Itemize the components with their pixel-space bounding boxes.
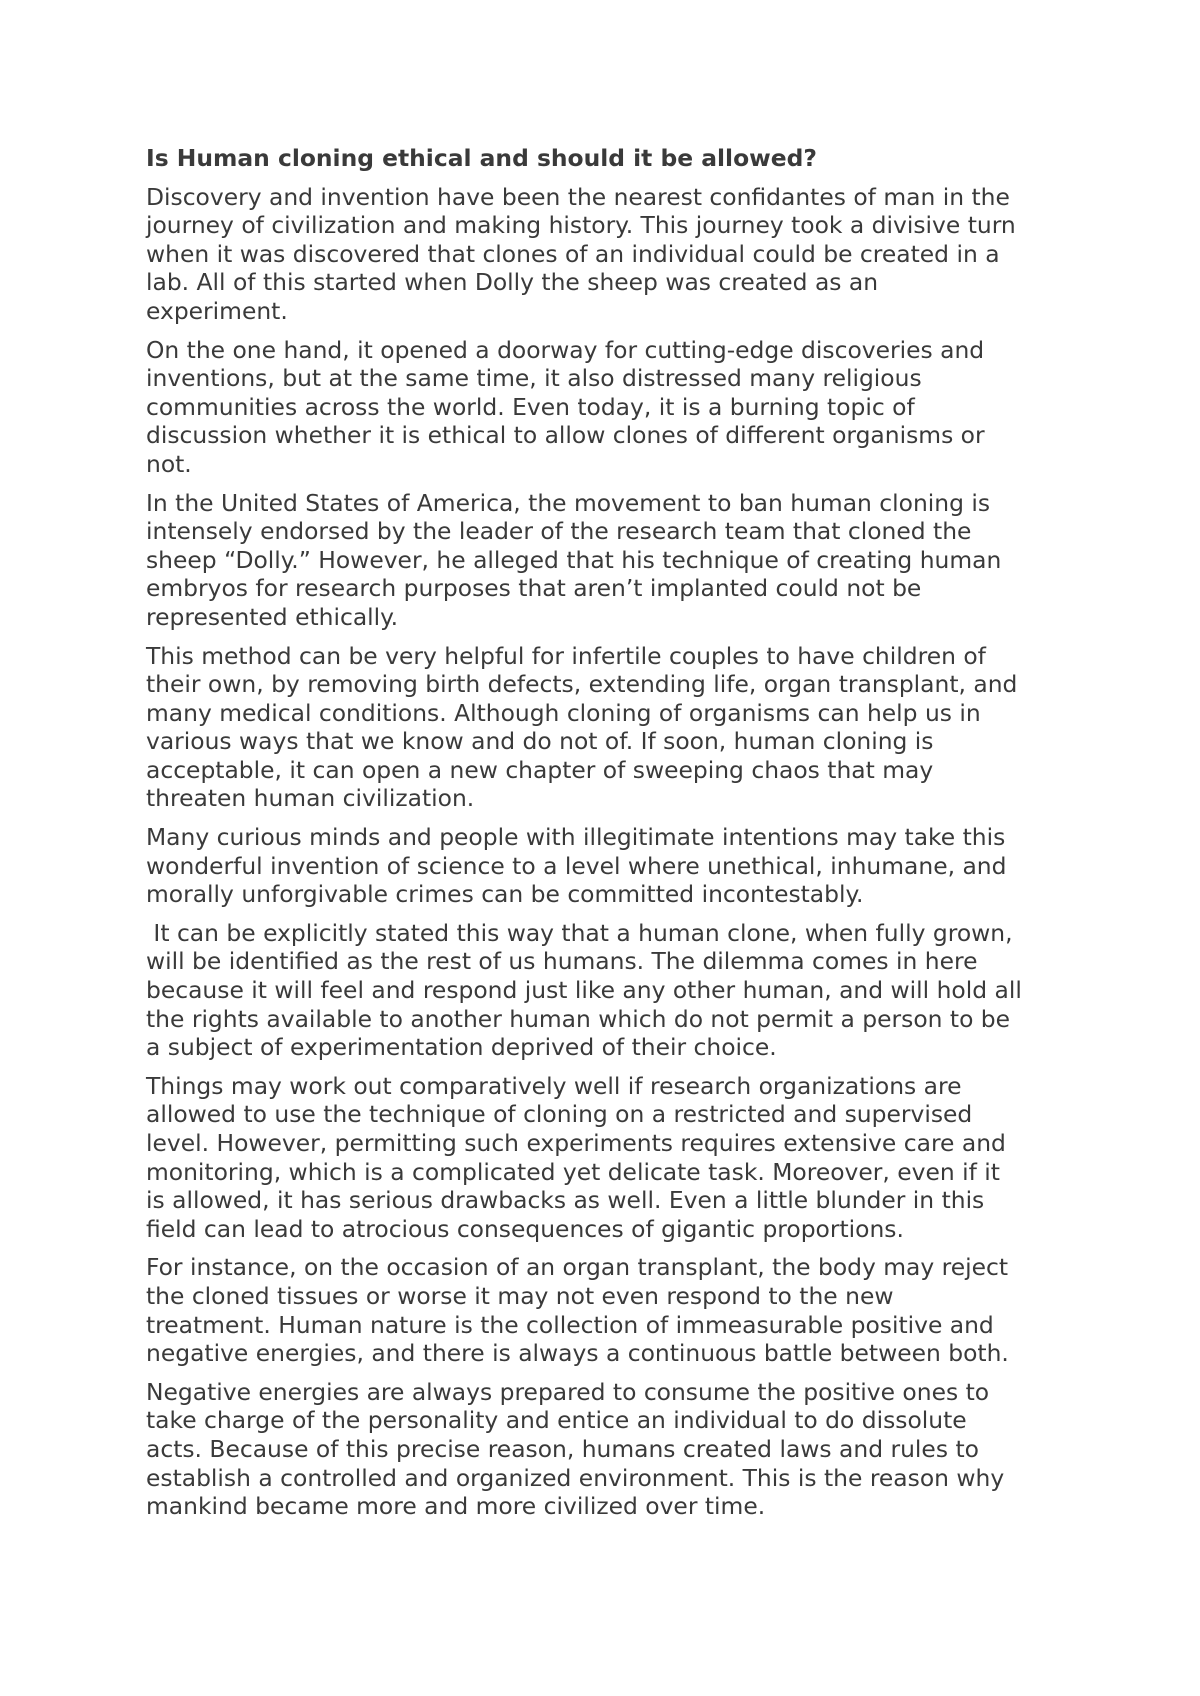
- paragraph-line: sheep “Dolly.” However, he alleged that his technique of creating human: [146, 545, 1002, 574]
- paragraph-line: allowed to use the technique of cloning on a restricted and supervised: [146, 1100, 973, 1129]
- paragraph-list: [146, 183, 1066, 1521]
- paragraph-line: many medical conditions. Although cloning of organisms can help us in: [146, 698, 981, 727]
- paragraph: [146, 336, 1066, 479]
- paragraph-line: threaten human civilization.: [146, 784, 475, 813]
- paragraph-line: negative energies, and there is always a continuous battle between both.: [146, 1339, 1009, 1368]
- paragraph-line: mankind became more and more civilized over time.: [146, 1492, 766, 1521]
- paragraph: [146, 919, 1066, 1062]
- paragraph: [146, 1072, 1066, 1244]
- paragraph-line: Things may work out comparatively well if research organizations are: [146, 1071, 962, 1100]
- paragraph-line: not.: [146, 449, 192, 478]
- paragraph-line: experiment.: [146, 296, 288, 325]
- paragraph-line: the cloned tissues or worse it may not even respond to the new: [146, 1281, 894, 1310]
- paragraph-line: journey of civilization and making history. This journey took a divisive turn: [146, 211, 1016, 240]
- paragraph-line: monitoring, which is a complicated yet delicate task. Moreover, even if it: [146, 1157, 1000, 1186]
- paragraph-line: Many curious minds and people with illegitimate intentions may take this: [146, 823, 1006, 852]
- paragraph-line: lab. All of this started when Dolly the sheep was created as an: [146, 268, 879, 297]
- paragraph-line: take charge of the personality and entice an individual to do dissolute: [146, 1406, 967, 1435]
- paragraph-line: represented ethically.: [146, 602, 399, 631]
- paragraph-line: a subject of experimentation deprived of their choice.: [146, 1033, 777, 1062]
- paragraph: [146, 823, 1066, 909]
- paragraph-line: will be identified as the rest of us humans. The dilemma comes in here: [146, 947, 978, 976]
- paragraph-line: acts. Because of this precise reason, humans created laws and rules to: [146, 1434, 979, 1463]
- paragraph: [146, 1253, 1066, 1367]
- paragraph: [146, 489, 1066, 632]
- paragraph-line: intensely endorsed by the leader of the research team that cloned the: [146, 517, 972, 546]
- paragraph-line: field can lead to atrocious consequences of gigantic proportions.: [146, 1214, 904, 1243]
- paragraph-line: treatment. Human nature is the collection of immeasurable positive and: [146, 1310, 994, 1339]
- document-body: [146, 144, 1066, 1531]
- paragraph: [146, 1378, 1066, 1521]
- paragraph-line: acceptable, it can open a new chapter of sweeping chaos that may: [146, 755, 934, 784]
- paragraph-line: the rights available to another human which do not permit a person to be: [146, 1004, 1011, 1033]
- document-title: Is Human cloning ethical and should it be allowed?: [146, 144, 817, 172]
- paragraph-line: embryos for research purposes that aren’t implanted could not be: [146, 574, 922, 603]
- paragraph-line: discussion whether it is ethical to allow clones of different organisms or: [146, 421, 985, 450]
- paragraph-line: various ways that we know and do not of. If soon, human cloning is: [146, 727, 934, 756]
- paragraph-line: communities across the world. Even today, it is a burning topic of: [146, 392, 915, 421]
- paragraph-line: is allowed, it has serious drawbacks as well. Even a little blunder in this: [146, 1186, 985, 1215]
- paragraph-line: On the one hand, it opened a doorway for cutting-edge discoveries and: [146, 335, 985, 364]
- paragraph-line: For instance, on the occasion of an organ transplant, the body may reject: [146, 1253, 1009, 1282]
- paragraph: [146, 642, 1066, 814]
- paragraph-line: because it will feel and respond just like any other human, and will hold all: [146, 976, 1022, 1005]
- paragraph-line: inventions, but at the same time, it also distressed many religious: [146, 364, 922, 393]
- paragraph-line: when it was discovered that clones of an individual could be created in a: [146, 239, 1000, 268]
- paragraph-line: This method can be very helpful for infertile couples to have children of: [146, 641, 986, 670]
- paragraph-line: morally unforgivable crimes can be committed incontestably.: [146, 880, 864, 909]
- paragraph-line: wonderful invention of science to a level where unethical, inhumane, and: [146, 851, 1007, 880]
- paragraph-line: In the United States of America, the movement to ban human cloning is: [146, 488, 991, 517]
- paragraph-line: level. However, permitting such experiments requires extensive care and: [146, 1129, 1006, 1157]
- paragraph-line: their own, by removing birth defects, extending life, organ transplant, and: [146, 670, 1018, 699]
- paragraph-line: Discovery and invention have been the nearest confidantes of man in the: [146, 182, 1010, 211]
- paragraph-line: establish a controlled and organized environment. This is the reason why: [146, 1463, 1005, 1492]
- paragraph-line: It can be explicitly stated this way that a human clone, when fully grown,: [146, 918, 1013, 947]
- paragraph-line: Negative energies are always prepared to consume the positive ones to: [146, 1377, 990, 1406]
- paragraph: [146, 183, 1066, 326]
